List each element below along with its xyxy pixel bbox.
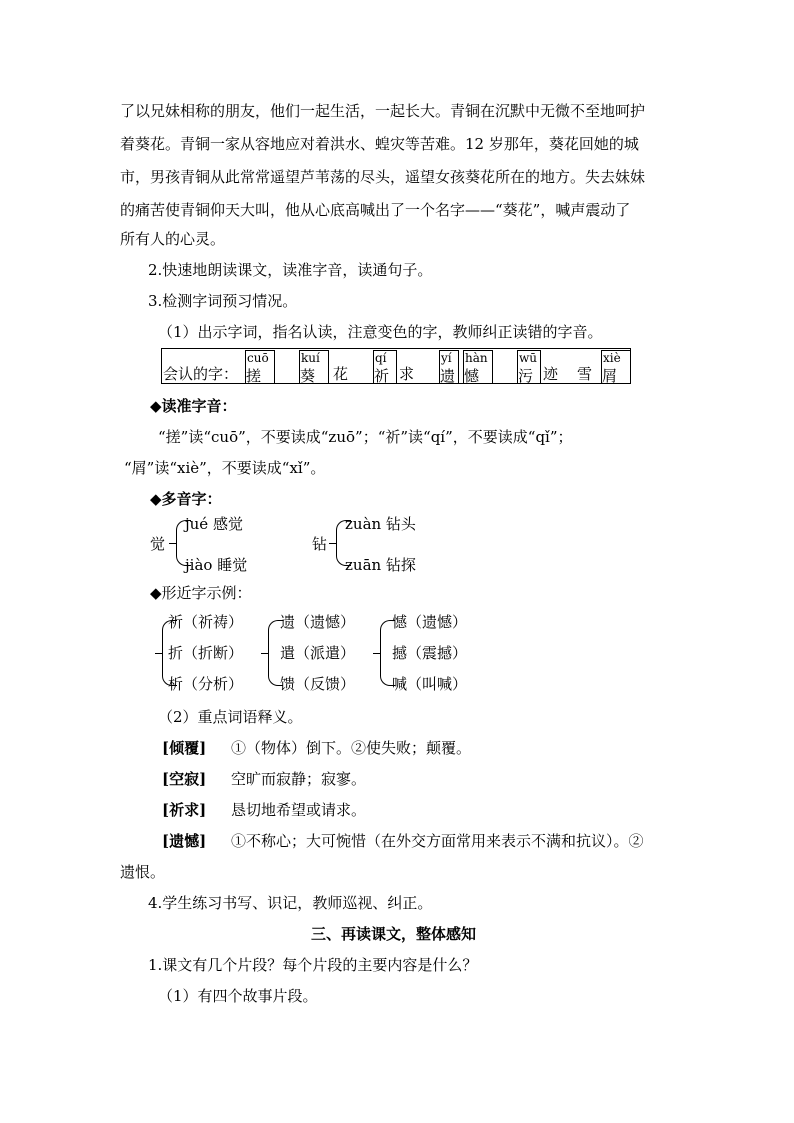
- char: 葵: [300, 367, 316, 385]
- term-def: 恳切地希望或请求。: [231, 801, 367, 819]
- step-4: 4.学生练习书写、识记，教师巡视、纠正。: [148, 894, 433, 912]
- char: 搓: [246, 367, 262, 385]
- question-1-1: （1）有四个故事片段。: [158, 987, 318, 1005]
- similar-item: 祈（祈祷）: [168, 613, 244, 631]
- poly-reading: zuān 钻探: [345, 556, 416, 574]
- similar-item: 折（折断）: [168, 644, 244, 662]
- character-table: [161, 348, 631, 384]
- poly-char: 钻: [312, 535, 328, 553]
- char: 求: [399, 365, 415, 383]
- char: 雪: [577, 365, 593, 383]
- pinyin: xiè: [603, 351, 621, 365]
- step-3: 3.检测字词预习情况。: [148, 292, 298, 310]
- section-heading: 三、再读课文，整体感知: [311, 925, 477, 943]
- pron-line: “搓”读“cuō”，不要读成“zuō”；“祈”读“qí”，不要读成“qǐ”；: [158, 428, 573, 446]
- paragraph-line: 所有人的心灵。: [120, 230, 226, 248]
- char: 祈: [374, 367, 390, 385]
- poly-reading: jiào 睡觉: [185, 556, 248, 574]
- similar-item: 遣（派遣）: [280, 644, 356, 662]
- pinyin: yí: [441, 351, 452, 365]
- pron-line: “屑”读“xiè”，不要读成“xǐ”。: [124, 459, 326, 477]
- poly-title: ◆多音字：: [150, 490, 222, 508]
- pinyin: qí: [375, 351, 387, 365]
- similar-title: ◆形近字示例：: [150, 584, 252, 602]
- term-def: 空旷而寂静；寂寥。: [231, 770, 367, 788]
- pinyin: hàn: [465, 351, 488, 365]
- char: 污: [518, 367, 534, 385]
- char: 花: [333, 365, 349, 383]
- question-1: 1.课文有几个片段？每个片段的主要内容是什么？: [148, 956, 478, 974]
- step-3-2: （2）重点词语释义。: [158, 708, 303, 726]
- char: 迹: [543, 365, 559, 383]
- similar-item: 喊（叫喊）: [392, 675, 468, 693]
- paragraph-line: 着葵花。青铜一家从容地应对着洪水、蝗灾等苦难。12 岁那年，葵花回她的城: [120, 135, 639, 153]
- step-3-1: （1）出示字词，指名认读，注意变色的字，教师纠正读错的字音。: [158, 323, 603, 341]
- term-def-cont: 遗恨。: [120, 863, 166, 881]
- paragraph-line: 了以兄妹相称的朋友，他们一起生活，一起长大。青铜在沉默中无微不至地呵护: [120, 102, 646, 120]
- char: 遗: [440, 367, 456, 385]
- paragraph-line: 的痛苦使青铜仰天大叫，他从心底高喊出了一个名字——“葵花”，喊声震动了: [120, 201, 631, 219]
- step-2: 2.快速地朗读课文，读准字音，读通句子。: [148, 261, 433, 279]
- pinyin: wū: [519, 351, 537, 365]
- similar-item: 析（分析）: [168, 675, 244, 693]
- term-def: ①不称心；大可惋惜（在外交方面常用来表示不满和抗议）。②: [231, 832, 644, 850]
- poly-reading: jué 感觉: [185, 515, 243, 533]
- char: 屑: [602, 367, 618, 385]
- term: [倾覆]: [162, 739, 207, 757]
- paragraph-line: 市，男孩青铜从此常常遥望芦苇荡的尽头，遥望女孩葵花所在的地方。失去妹妹: [120, 168, 646, 186]
- pinyin: kuí: [301, 351, 320, 365]
- poly-reading: zuàn 钻头: [345, 515, 416, 533]
- term: [空寂]: [162, 770, 207, 788]
- similar-item: 遗（遗憾）: [280, 613, 356, 631]
- term: [遗憾]: [162, 832, 207, 850]
- term-def: ①（物体）倒下。②使失败；颠覆。: [231, 739, 472, 757]
- similar-item: 馈（反馈）: [280, 675, 356, 693]
- pron-title: ◆读准字音：: [150, 397, 237, 415]
- char: 憾: [464, 367, 480, 385]
- term: [祈求]: [162, 801, 207, 819]
- similar-item: 憾（遗憾）: [392, 613, 468, 631]
- similar-item: 撼（震撼）: [392, 644, 468, 662]
- poly-char: 觉: [150, 535, 166, 553]
- pinyin: cuō: [247, 351, 269, 365]
- char-table-label: 会认的字：: [163, 365, 239, 383]
